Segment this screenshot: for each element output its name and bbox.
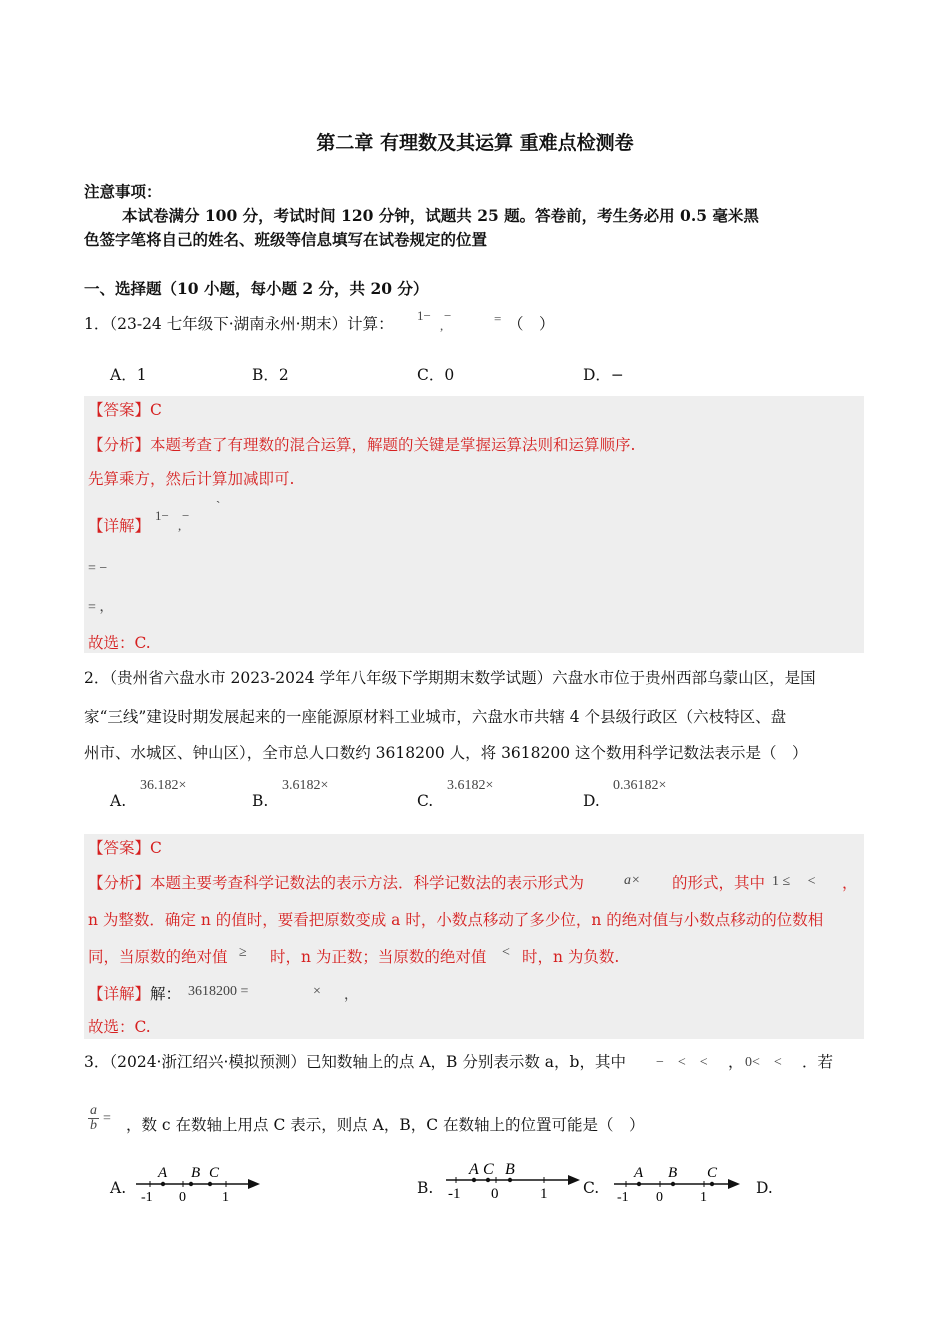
q3-c-tick-1: 1 bbox=[700, 1190, 707, 1204]
q2-analysis-text-3c: 时，n 为负数. bbox=[522, 948, 620, 966]
q1-analysis-text: 本题考查了有理数的混合运算，解题的关键是掌握运算法则和运算顺序. bbox=[150, 436, 636, 454]
q3-option-c-label: C. bbox=[583, 1179, 600, 1197]
q2-answer-box bbox=[84, 834, 864, 1039]
q2-analysis-text-1b: 的形式，其中 bbox=[672, 874, 766, 892]
q2-option-a-label: A. bbox=[110, 792, 127, 810]
q2-analysis-text-3b: 时，n 为正数；当原数的绝对值 bbox=[270, 948, 487, 966]
q2-answer-label: 【答案】 bbox=[88, 839, 151, 857]
q3-c-point-a: A bbox=[634, 1165, 644, 1181]
q3-number-line-c bbox=[608, 1158, 748, 1204]
q3-b-point-a: A bbox=[469, 1161, 479, 1178]
q1-stem: 1．（23-24 七年级下·湖南永州·期末）计算： bbox=[84, 315, 394, 333]
q1-answer-value: C bbox=[150, 401, 162, 419]
q2-stem-1: 2．（贵州省六盘水市 2023-2024 学年八年级下学期期末数学试题）六盘水市位于贵州西部乌蒙山区，是国 bbox=[84, 669, 816, 687]
q3-fraction-numerator: a bbox=[90, 1103, 97, 1118]
q2-option-d-label: D. bbox=[583, 792, 600, 810]
q3-c-point-b: B bbox=[668, 1165, 678, 1181]
q1-answer-label: 【答案】 bbox=[88, 401, 151, 419]
q2-detail-math-2: × bbox=[313, 984, 321, 999]
q1-expr-c: , bbox=[440, 318, 444, 333]
q2-analysis-math-1: a× bbox=[624, 873, 641, 888]
q3-stem-2: ，数 c 在数轴上用点 C 表示，则点 A，B，C 在数轴上的位置可能是（ ） bbox=[126, 1116, 645, 1134]
q3-fraction-a-over-b bbox=[88, 1104, 99, 1133]
q2-detail-math-3: ， bbox=[344, 988, 358, 1003]
notice-heading: 注意事项： bbox=[84, 182, 162, 201]
q2-detail-math-1: 3618200 = bbox=[188, 984, 249, 999]
q2-conclusion: 故选：C. bbox=[88, 1018, 151, 1036]
section-heading: 一、选择题（10 小题，每小题 2 分，共 20 分） bbox=[84, 279, 429, 298]
q1-detail-expr-a: 1− bbox=[155, 508, 169, 523]
q3-c-tick-neg1: -1 bbox=[617, 1190, 629, 1204]
q2-analysis-math-2: 1 ≤ < bbox=[772, 874, 816, 889]
q3-a-tick-1: 1 bbox=[222, 1190, 229, 1204]
q2-analysis-label: 【分析】 bbox=[88, 874, 151, 892]
q1-expr-b: − bbox=[444, 308, 452, 323]
q1-detail-expr-b: − bbox=[182, 508, 190, 523]
q1-expr-eq: = bbox=[494, 311, 502, 326]
q1-option-c: C．0 bbox=[417, 366, 455, 384]
q3-stem-math-2: 0< < bbox=[745, 1055, 782, 1070]
q1-analysis-line-2: 先算乘方，然后计算加减即可. bbox=[88, 470, 295, 488]
q2-analysis-text-3a: 同，当原数的绝对值 bbox=[88, 948, 228, 966]
q3-stem-1b: ．若 bbox=[802, 1053, 834, 1071]
q3-a-point-a: A bbox=[158, 1165, 168, 1181]
q2-analysis-line-2: n 为整数．确定 n 的值时，要看把原数变成 a 时，小数点移动了多少位，n 的绝对值与小数点移动的位数相 bbox=[88, 911, 824, 929]
q3-b-tick-neg1: -1 bbox=[448, 1186, 461, 1202]
q3-c-point-c: C bbox=[707, 1165, 718, 1181]
q2-analysis-math-4: < bbox=[502, 945, 510, 960]
q1-expr-a: 1− bbox=[417, 308, 431, 323]
q1-option-d: D．− bbox=[583, 366, 624, 384]
q3-a-point-c: C bbox=[209, 1165, 220, 1181]
q1-detail-expr-d: ` bbox=[216, 498, 221, 513]
q1-answer bbox=[88, 398, 162, 422]
q3-b-point-b: B bbox=[505, 1161, 515, 1178]
q3-stem-math-1: − < < bbox=[656, 1055, 708, 1070]
q2-option-c-value: 3.6182× bbox=[447, 778, 494, 793]
q1-option-b: B．2 bbox=[252, 366, 289, 384]
q3-b-tick-0: 0 bbox=[491, 1186, 499, 1202]
q3-option-b-label: B. bbox=[417, 1179, 434, 1197]
q3-option-a-label: A. bbox=[110, 1179, 127, 1197]
q3-number-line-a bbox=[130, 1158, 265, 1204]
q2-answer-value: C bbox=[150, 839, 162, 857]
q3-stem-1a: 3．（2024·浙江绍兴·模拟预测）已知数轴上的点 A，B 分别表示数 a，b，其中 bbox=[84, 1053, 626, 1071]
q3-fraction-denominator: b bbox=[90, 1118, 97, 1133]
q3-number-line-b bbox=[440, 1158, 585, 1204]
q3-c-tick-0: 0 bbox=[656, 1190, 663, 1204]
page-title: 第二章 有理数及其运算 重难点检测卷 bbox=[316, 132, 634, 154]
q1-step-1: = − bbox=[88, 561, 108, 576]
q2-detail-text: 解： bbox=[150, 985, 182, 1003]
q3-b-point-c: C bbox=[483, 1161, 494, 1178]
q2-option-a-value: 36.182× bbox=[140, 778, 187, 793]
notice-line-1: 本试卷满分 100 分，考试时间 120 分钟，试题共 25 题。答卷前，考生务必用 0.5 毫米黑 bbox=[122, 206, 759, 225]
notice-line-2: 色签字笔将自己的姓名、班级等信息填写在试卷规定的位置 bbox=[84, 230, 488, 249]
q1-conclusion: 故选：C. bbox=[88, 634, 151, 652]
q2-analysis-text-1c: ， bbox=[842, 874, 858, 892]
q3-option-d-label: D. bbox=[756, 1179, 773, 1197]
q2-option-b-label: B. bbox=[252, 792, 269, 810]
q1-option-a: A．1 bbox=[110, 366, 147, 384]
q1-detail-expr-c: , bbox=[178, 518, 182, 533]
q3-stem-sep: ， bbox=[728, 1053, 744, 1071]
q3-b-tick-1: 1 bbox=[540, 1186, 548, 1202]
q3-fraction bbox=[88, 1104, 99, 1133]
q2-stem-2: 家“三线”建设时期发展起来的一座能源原材料工业城市，六盘水市共辖 4 个县级行政区（六枝特区、盘 bbox=[84, 708, 787, 726]
q1-step-2: = ， bbox=[88, 600, 114, 615]
q3-fraction-eq: = bbox=[103, 1111, 111, 1126]
q1-paren: （ ） bbox=[508, 315, 555, 333]
q3-a-tick-neg1: -1 bbox=[141, 1190, 153, 1204]
q2-option-b-value: 3.6182× bbox=[282, 778, 329, 793]
q2-analysis bbox=[88, 871, 584, 895]
q2-answer bbox=[88, 836, 162, 860]
q1-detail-label: 【详解】 bbox=[88, 517, 151, 535]
q2-detail bbox=[88, 982, 181, 1006]
q2-stem-3: 州市、水城区、钟山区），全市总人口数约 3618200 人，将 3618200 这个数用科学记数法表示是（ ） bbox=[84, 744, 808, 762]
q2-analysis-math-3: ≥ bbox=[239, 945, 247, 960]
q2-analysis-text-1a: 本题主要考查科学记数法的表示方法．科学记数法的表示形式为 bbox=[150, 874, 585, 892]
q1-analysis bbox=[88, 433, 635, 457]
q3-a-point-b: B bbox=[191, 1165, 201, 1181]
q3-a-tick-0: 0 bbox=[179, 1190, 186, 1204]
q1-analysis-label: 【分析】 bbox=[88, 436, 151, 454]
q2-detail-label: 【详解】 bbox=[88, 985, 151, 1003]
q2-option-c-label: C. bbox=[417, 792, 434, 810]
q2-option-d-value: 0.36182× bbox=[613, 778, 667, 793]
